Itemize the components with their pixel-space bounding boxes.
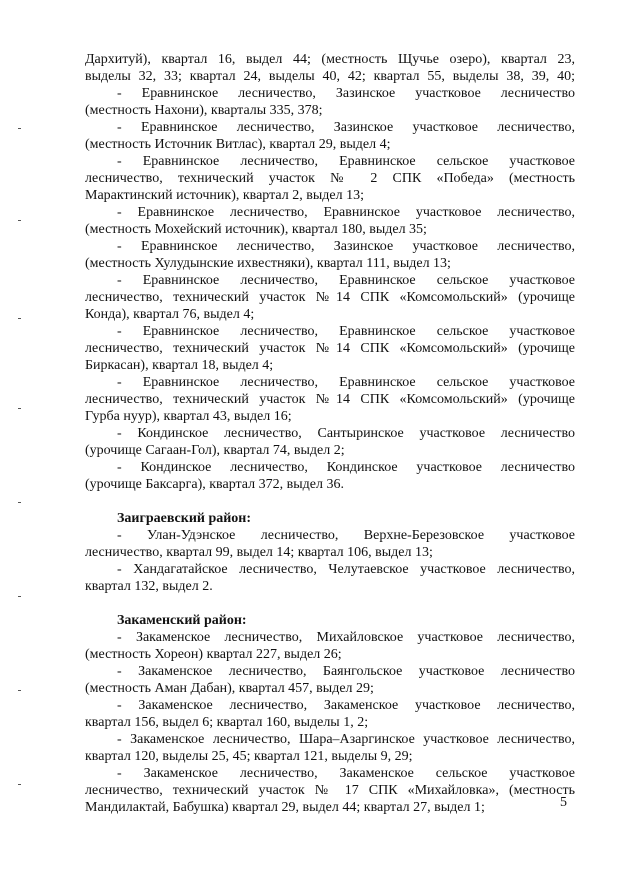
text-line: (местность Хореон) квартал 227, выдел 26; xyxy=(85,647,342,662)
section-title: Закаменский район: xyxy=(117,613,247,628)
text-line: выделы 32, 33; квартал 24, выделы 40, 42; квартал 55, выделы 38, 39, 40; xyxy=(85,69,575,84)
text-line: - Еравнинское лесничество, Зазинское участковое лесничество, xyxy=(117,120,575,135)
text-line: квартал 132, выдел 2. xyxy=(85,579,213,594)
text-line: - Еравнинское лесничество, Еравнинское сельское участковое xyxy=(117,273,575,288)
page-number: 5 xyxy=(560,795,567,810)
text-line: Гурба нуур), квартал 43, выдел 16; xyxy=(85,409,292,424)
margin-mark xyxy=(18,690,21,691)
text-line: Биркасан), квартал 18, выдел 4; xyxy=(85,358,274,373)
text-line: - Закаменское лесничество, Закаменское сельское участковое xyxy=(117,766,575,781)
margin-mark xyxy=(18,784,21,785)
text-line: - Закаменское лесничество, Закаменское участковое лесничество, xyxy=(117,698,575,713)
text-line: (местность Аман Дабан), квартал 457, выдел 29; xyxy=(85,681,374,696)
text-line: Мандилактай, Бабушка) квартал 29, выдел 44; квартал 27, выдел 1; xyxy=(85,800,485,815)
section-title: Заиграевский район: xyxy=(117,511,252,526)
text-line: Мaрактинский источник), квартал 2, выдел 13; xyxy=(85,188,364,203)
margin-mark xyxy=(18,502,21,503)
margin-mark xyxy=(18,318,21,319)
text-line: - Еравнинское лесничество, Еравнинское сельское участковое xyxy=(117,375,575,390)
text-line: лесничество, технический участок №14 СПК «Комсомольский» (урочище xyxy=(85,290,575,305)
text-line: - Хандагатайское лесничество, Челутаевское участковое лесничество, xyxy=(117,562,575,577)
text-line: (урочище Баксарга), квартал 372, выдел 36. xyxy=(85,477,344,492)
text-line: - Закаменское лесничество, Михайловское участковое лесничество, xyxy=(117,630,575,645)
text-line: (местность Хулудынские ихвестняки), квартал 111, выдел 13; xyxy=(85,256,451,271)
text-line: лесничество, технический участок № 17 СПК «Михайловка», (местность xyxy=(85,783,575,798)
margin-mark xyxy=(18,408,21,409)
text-line: - Еравнинское лесничество, Еравнинское участковое лесничество, xyxy=(117,205,575,220)
text-line: - Кондинское лесничество, Кондинское участковое лесничество xyxy=(117,460,575,475)
text-line: лесничество, квартал 99, выдел 14; квартал 106, выдел 13; xyxy=(85,545,433,560)
text-line: - Еравнинское лесничество, Зазинское участковое лесничество, xyxy=(117,239,575,254)
margin-mark xyxy=(18,596,21,597)
text-line: Дархитуй), квартал 16, выдел 44; (местность Щучье озеро), квартал 23, xyxy=(85,52,575,67)
text-line: - Закаменское лесничество, Баянгольское участковое лесничество xyxy=(117,664,575,679)
text-line: - Еравнинское лесничество, Зазинское участковое лесничество xyxy=(117,86,575,101)
text-line: Конда), квартал 76, выдел 4; xyxy=(85,307,255,322)
text-line: квартал 156, выдел 6; квартал 160, выделы 1, 2; xyxy=(85,715,369,730)
text-line: лесничество, технический участок № 2 СПК «Победа» (местность xyxy=(85,171,575,186)
text-line: - Закаменское лесничество, Шара–Азаргинское участковое лесничество, xyxy=(117,732,575,747)
text-line: (местность Мохейский источник), квартал 180, выдел 35; xyxy=(85,222,427,237)
margin-mark xyxy=(18,220,21,221)
text-line: лесничество, технический участок №14 СПК «Комсомольский» (урочище xyxy=(85,392,575,407)
text-line: лесничество, технический участок №14 СПК «Комсомольский» (урочище xyxy=(85,341,575,356)
text-line: (местность Источник Витлас), квартал 29, выдел 4; xyxy=(85,137,391,152)
text-line: - Еравнинское лесничество, Еравнинское сельское участковое xyxy=(117,324,575,339)
text-line: - Улан-Удэнское лесничество, Верхне-Березовское участковое xyxy=(117,528,575,543)
text-line: (местность Нахони), кварталы 335, 378; xyxy=(85,103,323,118)
text-line: - Еравнинское лесничество, Еравнинское сельское участковое xyxy=(117,154,575,169)
text-line: - Кондинское лесничество, Сантыринское участковое лесничество xyxy=(117,426,575,441)
margin-mark xyxy=(18,128,21,129)
text-line: (урочище Сагаан-Гол), квартал 74, выдел 2; xyxy=(85,443,345,458)
text-line: квартал 120, выделы 25, 45; квартал 121, выделы 9, 29; xyxy=(85,749,413,764)
